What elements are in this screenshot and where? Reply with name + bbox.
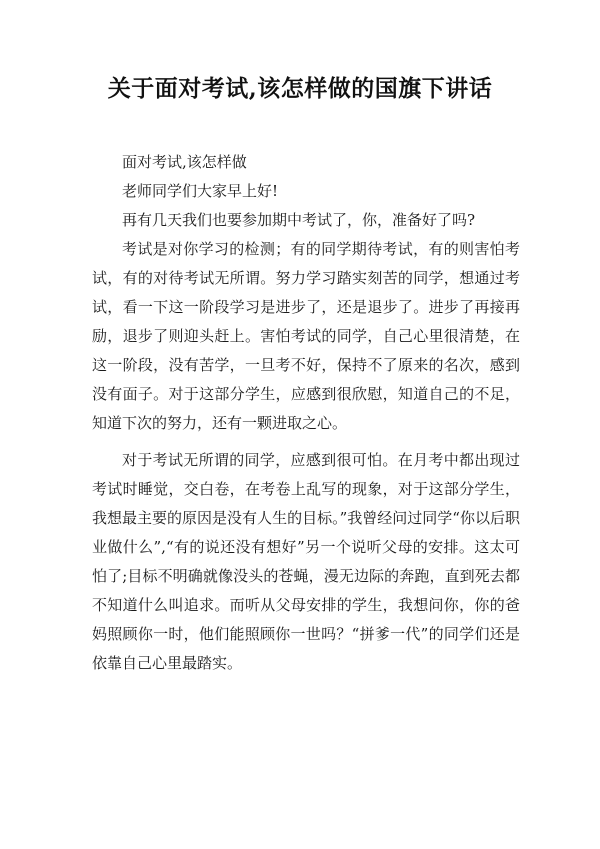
paragraph-indifferent-students: 对于考试无所谓的同学，应感到很可怕。在月考中都出现过考试时睡觉，交白卷，在考卷上乱写的现象，对于这部分学生，我想最主要的原因是没有人生的目标。”我曾经问过同学“你以后职业做什么”,“有的说还没有想好”另一个说听父母的安排。这太可怕了;目标不明确就像没头的苍蝇，漫无边际的奔跑，直到死去都不知道什么叫追求。而听从父母安排的学生，我想问你，你的爸妈照顾你一时，他们能照顾你一世吗？“拼爹一代”的同学们还是依靠自己心里最踏实。 [92,451,520,672]
paragraph-exam-attitudes: 考试是对你学习的检测；有的同学期待考试，有的则害怕考试，有的对待考试无所谓。努力学习踏实刻苦的同学，想通过考试，看一下这一阶段学习是进步了，还是退步了。进步了再接再励，退步了则迎头赶上。害怕考试的同学，自己心里很清楚，在这一阶段，没有苦学，一旦考不好，保持不了原来的名次，感到没有面子。对于这部分学生，应感到很欣慰，知道自己的不足，知道下次的努力，还有一颗进取之心。 [92,240,520,432]
document-title: 关于面对考试,该怎样做的国旗下讲话 [107,75,493,102]
paragraph-heading: 面对考试,该怎样做 [122,153,247,171]
paragraph-greeting: 老师同学们大家早上好! [122,182,279,200]
document-body [92,148,520,678]
paragraph-intro: 再有几天我们也要参加期中考试了，你，准备好了吗? [122,211,476,229]
